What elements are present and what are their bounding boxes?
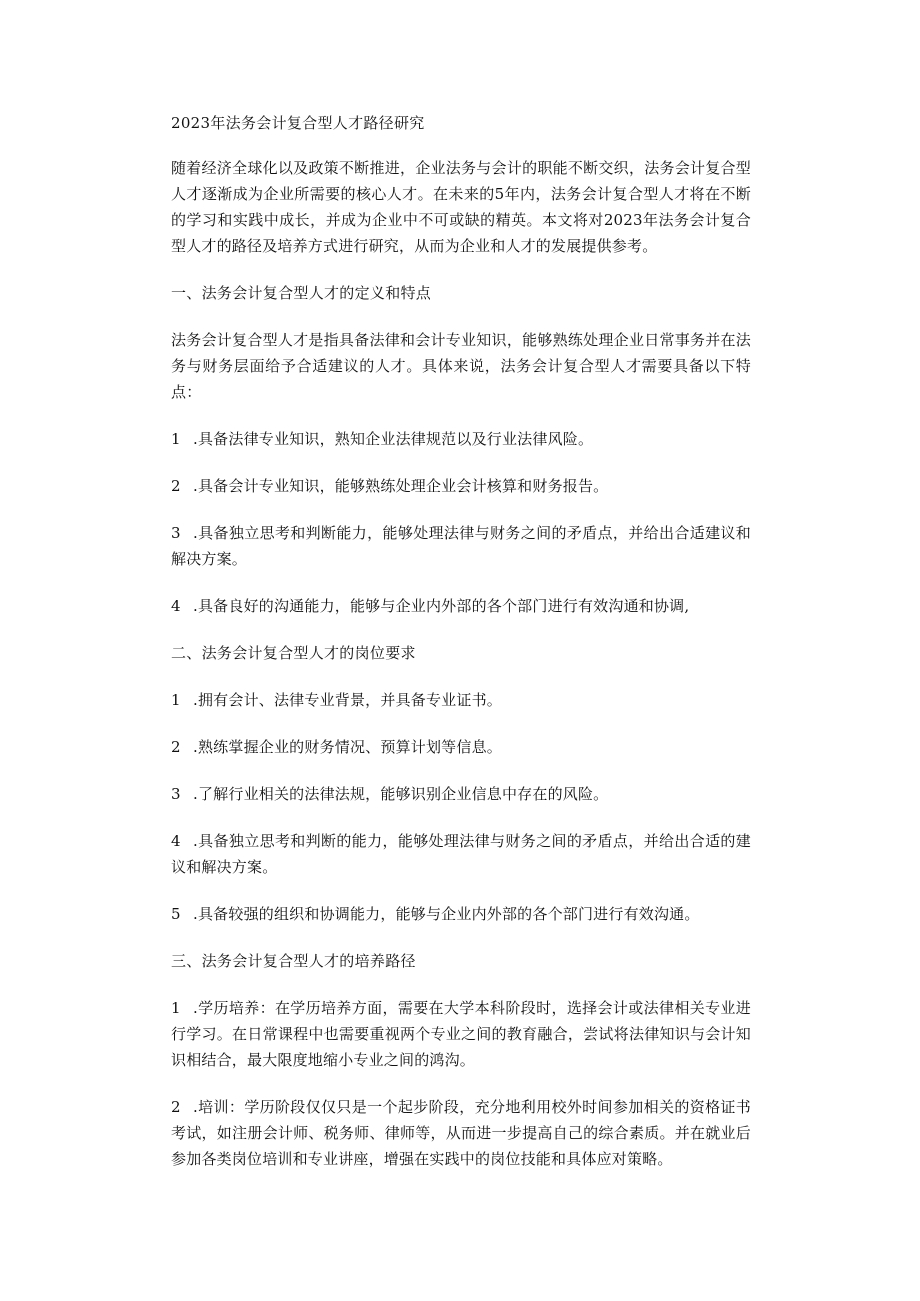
document-title: 2023年法务会计复合型人才路径研究 [171, 114, 425, 132]
section-1-paragraph: 法务会计复合型人才是指具备法律和会计专业知识，能够熟练处理企业日常事务并在法务与财务层面给予合适建议的人才。具体来说，法务会计复合型人才需要具备以下特点： [171, 331, 751, 401]
item-number: 3 [171, 785, 181, 803]
item-number: 5 [171, 905, 181, 923]
item-text: .拥有会计、法律专业背景，并具备专业证书。 [193, 691, 502, 709]
section-3-item [171, 995, 751, 1073]
item-number: 3 [171, 524, 181, 542]
item-text: .具备独立思考和判断的能力，能够处理法律与财务之间的矛盾点，并给出合适的建议和解决方案。 [171, 832, 751, 876]
item-number: 2 [171, 738, 181, 756]
item-number: 2 [171, 477, 181, 495]
item-number: 1 [171, 999, 181, 1017]
section-2-item [171, 828, 751, 880]
item-text: .学历培养：在学历培养方面，需要在大学本科阶段时，选择会计或法律相关专业进行学习。在日常课程中也需要重视两个专业之间的教育融合，尝试将法律知识与会计知识相结合，最大限度地缩小专业之间的鸿沟。 [171, 999, 751, 1069]
section-2-item [171, 901, 751, 927]
section-1-heading: 一、法务会计复合型人才的定义和特点 [171, 284, 432, 302]
section-1-item [171, 520, 751, 572]
item-text: .熟练掌握企业的财务情况、预算计划等信息。 [193, 738, 502, 756]
item-number: 2 [171, 1098, 181, 1116]
section-2-item [171, 734, 751, 760]
section-1-item [171, 473, 751, 499]
item-number: 4 [171, 597, 181, 615]
item-number: 4 [171, 832, 181, 850]
section-3-item [171, 1094, 751, 1172]
intro-paragraph: 随着经济全球化以及政策不断推进，企业法务与会计的职能不断交织，法务会计复合型人才逐渐成为企业所需要的核心人才。在未来的5年内，法务会计复合型人才将在不断的学习和实践中成长，并成为企业中不可或缺的精英。本文将对2023年法务会计复合型人才的路径及培养方式进行研究，从而为企业和人才的发展提供参考。 [171, 159, 751, 255]
item-number: 1 [171, 691, 181, 709]
section-1-item [171, 426, 751, 452]
item-text: .培训：学历阶段仅仅只是一个起步阶段，充分地利用校外时间参加相关的资格证书考试，如注册会计师、税务师、律师等，从而进一步提高自己的综合素质。并在就业后参加各类岗位培训和专业讲座，增强在实践中的岗位技能和具体应对策略。 [171, 1098, 751, 1168]
section-2-item [171, 781, 751, 807]
item-text: .了解行业相关的法律法规，能够识别企业信息中存在的风险。 [193, 785, 609, 803]
section-2-item [171, 687, 751, 713]
item-text: .具备会计专业知识，能够熟练处理企业会计核算和财务报告。 [193, 477, 609, 495]
item-text: .具备较强的组织和协调能力，能够与企业内外部的各个部门进行有效沟通。 [193, 905, 700, 923]
item-text: .具备法律专业知识，熟知企业法律规范以及行业法律风险。 [193, 430, 594, 448]
item-number: 1 [171, 430, 181, 448]
item-text: .具备独立思考和判断能力，能够处理法律与财务之间的矛盾点，并给出合适建议和解决方案。 [171, 524, 751, 568]
section-1-item [171, 593, 751, 619]
section-3-heading: 三、法务会计复合型人才的培养路径 [171, 952, 416, 970]
item-text: .具备良好的沟通能力，能够与企业内外部的各个部门进行有效沟通和协调, [193, 597, 690, 615]
section-2-heading: 二、法务会计复合型人才的岗位要求 [171, 644, 416, 662]
document-body [171, 110, 751, 1193]
